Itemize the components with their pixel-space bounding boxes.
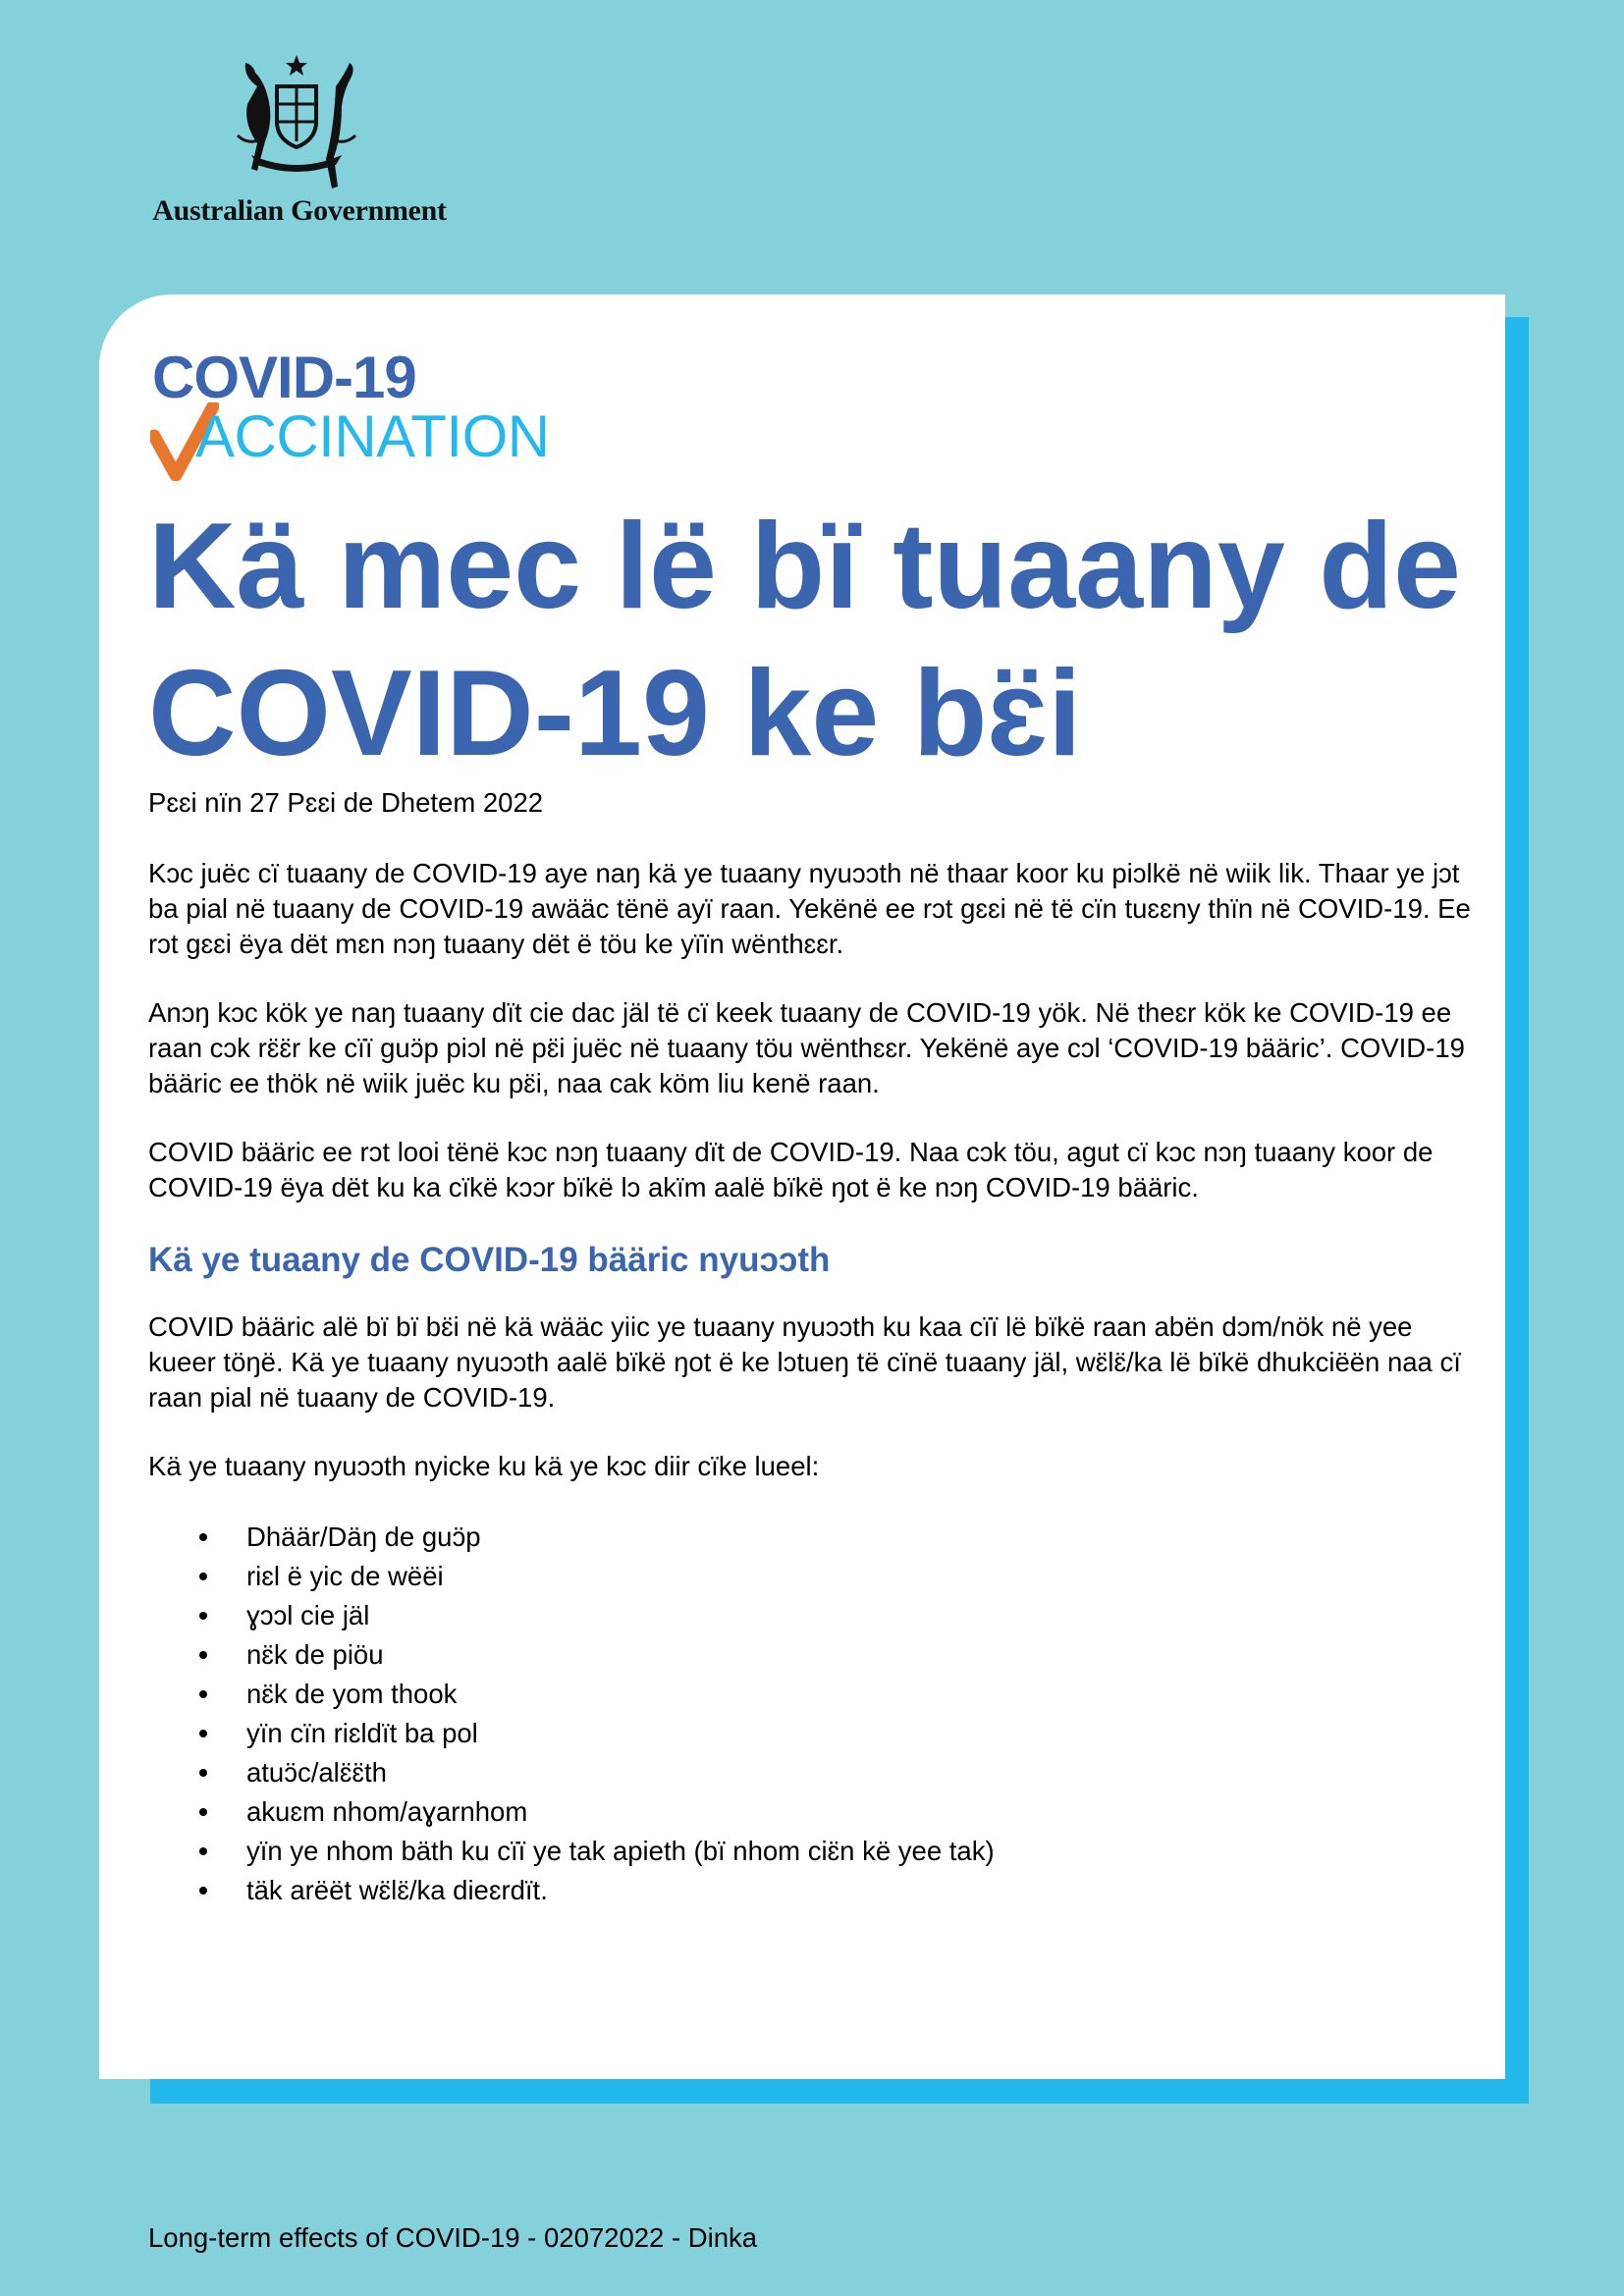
- paragraph: Anɔŋ kɔc kök ye naŋ tuaany dït cie dac jäl të cï keek tuaany de COVID-19 yök. Në theɛr kök ke COVID-19 ee raan cɔk rɛ̈ɛ̈r ke cïï guɔ̈p piɔl në pɛ̈i juëc në tuaany töu wënthɛɛr. Yekënë aye cɔl ‘COVID-19 bääric’. COVID-19 bääric ee thök në wiik juëc ku pɛ̈i, naa cak köm liu kenë raan.: [148, 997, 1465, 1098]
- paragraph: COVID bääric ee rɔt looi tënë kɔc nɔŋ tuaany dït de COVID-19. Naa cɔk töu, agut cï kɔc nɔŋ tuaany koor de COVID-19 ëya dët ku ka cïkë kɔɔr bïkë lɔ akïm aalë bïkë ŋot ë ke nɔŋ COVID-19 bääric.: [148, 1137, 1434, 1202]
- list-item: täk arëët wɛ̈lɛ̈/ka dieɛrdït.: [148, 1871, 1484, 1910]
- list-item: akuɛm nhom/aɣarnhom: [148, 1792, 1484, 1832]
- list-item: ɣɔɔl cie jäl: [148, 1596, 1484, 1635]
- coat-of-arms-icon: [218, 47, 375, 194]
- paragraph: COVID bääric alë bï bï bɛ̈i në kä wääc yiic ye tuaany nyuɔɔth ku kaa cïï lë bïkë raan abën dɔm/nök në yee kueer töŋë. Kä ye tuaany nyuɔɔth aalë bïkë ŋot ë ke lɔtueŋ të cïnë tuaany jäl, wɛ̈lɛ̈/ka lë bïkë dhukciëën naa cï raan pial në tuaany de COVID-19.: [148, 1311, 1461, 1413]
- section-heading: Kä ye tuaany de COVID-19 bääric nyuɔɔth: [148, 1241, 831, 1279]
- logo-text-covid: COVID-19: [152, 345, 416, 410]
- publication-date: Pɛɛi nïn 27 Pɛɛi de Dhetem 2022: [148, 787, 544, 818]
- government-header: [147, 47, 452, 234]
- list-item: atuɔ̈c/alɛ̈ɛ̈th: [148, 1753, 1484, 1792]
- footer-text: Long-term effects of COVID-19 - 02072022 - Dinka: [148, 2222, 758, 2253]
- paragraph: Kɔc juëc cï tuaany de COVID-19 aye naŋ kä ye tuaany nyuɔɔth në thaar koor ku piɔlkë në wiik lik. Thaar ye jɔt ba pial në tuaany de COVID-19 awääc tënë ayï raan. Yekënë ee rɔt gɛɛi në të cïn tuɛɛny thïn në COVID-19. Ee rɔt gɛɛi ëya dët mɛn nɔŋ tuaany dët ë töu ke yïïn wënthɛɛr.: [148, 858, 1471, 959]
- list-item: yïn cïn riɛldït ba pol: [148, 1714, 1484, 1753]
- content-card: [99, 294, 1505, 2079]
- list-item: yïn ye nhom bäth ku cïï ye tak apieth (bï nhom ciɛ̈n kë yee tak): [148, 1832, 1484, 1871]
- government-name: Australian Government: [152, 194, 447, 227]
- logo-text-vaccination: ACCINATION: [195, 403, 550, 469]
- page-title: Kä mec lë bï tuaany de COVID-19 ke bɛ̈i: [148, 499, 1461, 781]
- symptom-list: [148, 1518, 1484, 1910]
- covid-vaccination-logo: [150, 344, 602, 481]
- list-item: nɛ̈k de piöu: [148, 1635, 1484, 1675]
- list-item: Dhäär/Däŋ de guɔ̈p: [148, 1518, 1484, 1557]
- list-item: nɛ̈k de yom thook: [148, 1675, 1484, 1714]
- paragraph: Kä ye tuaany nyuɔɔth nyicke ku kä ye kɔc diir cïke lueel:: [148, 1451, 820, 1481]
- document-body: [148, 785, 1484, 1910]
- list-item: riɛl ë yic de wëëi: [148, 1557, 1484, 1596]
